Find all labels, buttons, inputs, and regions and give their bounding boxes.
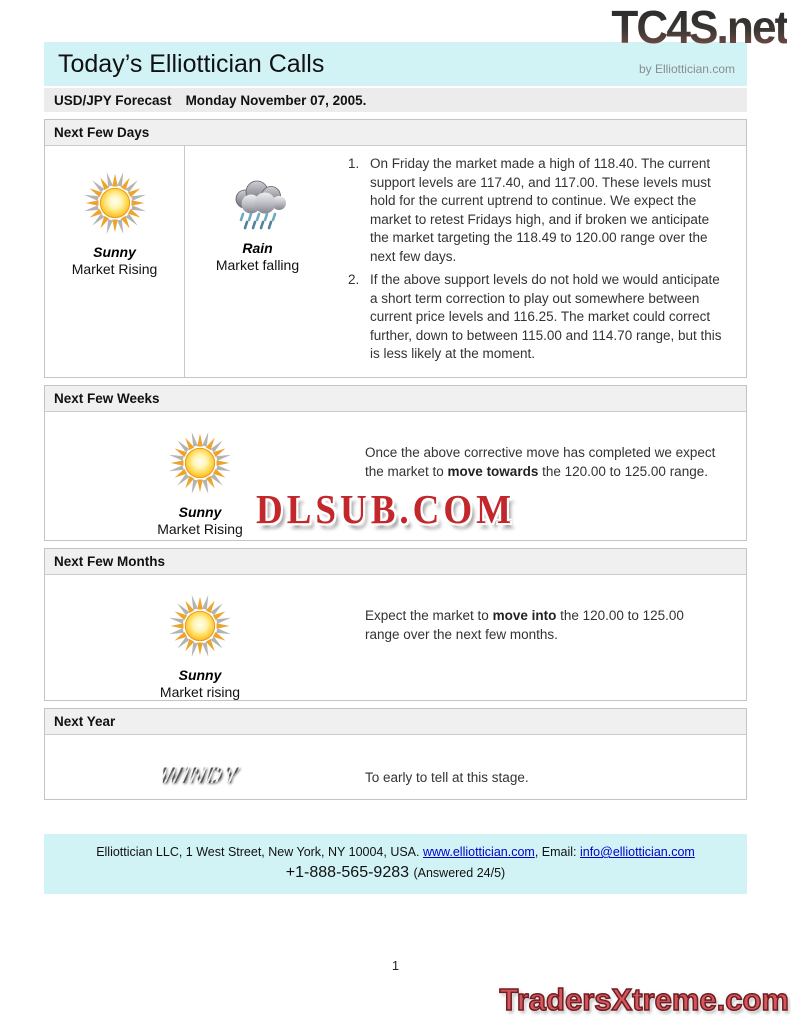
email-link[interactable]: info@elliottician.com: [579, 845, 695, 859]
weather-name: Sunny: [178, 667, 222, 683]
text-bold: move towards: [447, 463, 539, 479]
weather-desc: Market Rising: [71, 261, 158, 277]
sun-icon: [82, 170, 148, 236]
months-forecast-text: [355, 575, 746, 700]
footer-address: Elliottician LLC, 1 West Street, New York, NY 10004, USA.: [96, 845, 423, 859]
list-number: 1.: [348, 156, 360, 171]
list-text: If the above support levels do not hold we would anticipate a short term correction to play out somewhere between current price levels and 116.25. The market could correct further, down to between 115.00 and 114.70 range, but this is less likely at the moment.: [370, 272, 722, 361]
section-header: Next Few Days: [45, 120, 746, 146]
weather-desc: Market falling: [215, 257, 300, 273]
weather-name: Sunny: [93, 244, 136, 260]
text-post: the 120.00 to 125.00 range over the next few months.: [365, 608, 684, 642]
months-content: [45, 575, 746, 700]
weather-desc: Market Rising: [157, 521, 243, 537]
byline: by Elliottician.com: [638, 62, 735, 76]
footer-phone-line: [44, 864, 747, 882]
tc4s-watermark: TC4S.net: [610, 1, 787, 53]
forecast-label: USD/JPY Forecast: [54, 93, 172, 108]
windy-wordart-icon: WINDY: [159, 763, 241, 788]
list-item: [348, 155, 734, 266]
section-header: Next Year: [45, 709, 746, 735]
weather-desc: Market rising: [159, 684, 241, 700]
rain-cell: [185, 146, 330, 377]
website-link[interactable]: www.elliottician.com: [422, 845, 535, 859]
section-next-few-days: [44, 119, 747, 378]
year-content: [45, 735, 746, 799]
list-text: On Friday the market made a high of 118.40. The current support levels are 117.40, and 117.00. These levels must hold for the current uptrend to continue. We expect the market to retest Fridays high, and if broken we anticipate the market targeting the 118.49 to 120.00 range over the next few days.: [370, 156, 711, 264]
year-forecast-text: To early to tell at this stage.: [365, 770, 529, 785]
forecast-date: Monday November 07, 2005.: [185, 93, 367, 108]
sunny-cell: [45, 146, 185, 377]
rain-cloud-icon: [227, 178, 289, 232]
weather-name: Sunny: [178, 504, 222, 520]
sun-icon: [167, 430, 233, 496]
forecast-bar: [44, 88, 747, 112]
weather-name: Rain: [242, 240, 273, 256]
days-content: [45, 146, 746, 377]
list-number: 2.: [348, 272, 360, 287]
phone-number: +1-888-565-9283: [285, 864, 410, 881]
text-post: the 120.00 to 125.00 range.: [538, 463, 708, 479]
list-item: [348, 271, 734, 364]
section-header: Next Few Months: [45, 549, 746, 575]
text-pre: Once the above corrective move has completed we expect the market to: [365, 445, 716, 479]
footer-email-label: , Email:: [534, 845, 580, 859]
text-bold: move into: [492, 608, 557, 623]
answered-note: (Answered 24/5): [413, 866, 506, 880]
text-pre: Expect the market to: [365, 608, 493, 623]
tradersxtreme-watermark: TradersXtreme.com: [499, 982, 789, 1017]
windy-cell: [45, 735, 355, 799]
page-title: Today’s Elliottician Calls: [58, 49, 325, 78]
dlsub-watermark: DLSUB.COM: [256, 487, 516, 534]
footer-band: [44, 834, 747, 894]
days-forecast-text: [330, 146, 746, 377]
sunny-cell: [45, 575, 355, 700]
section-next-year: [44, 708, 747, 800]
footer-contact-line: [44, 845, 747, 859]
sun-icon: [167, 593, 233, 659]
section-next-few-months: [44, 548, 747, 701]
section-header: Next Few Weeks: [45, 386, 746, 412]
page-number: 1: [391, 958, 400, 973]
